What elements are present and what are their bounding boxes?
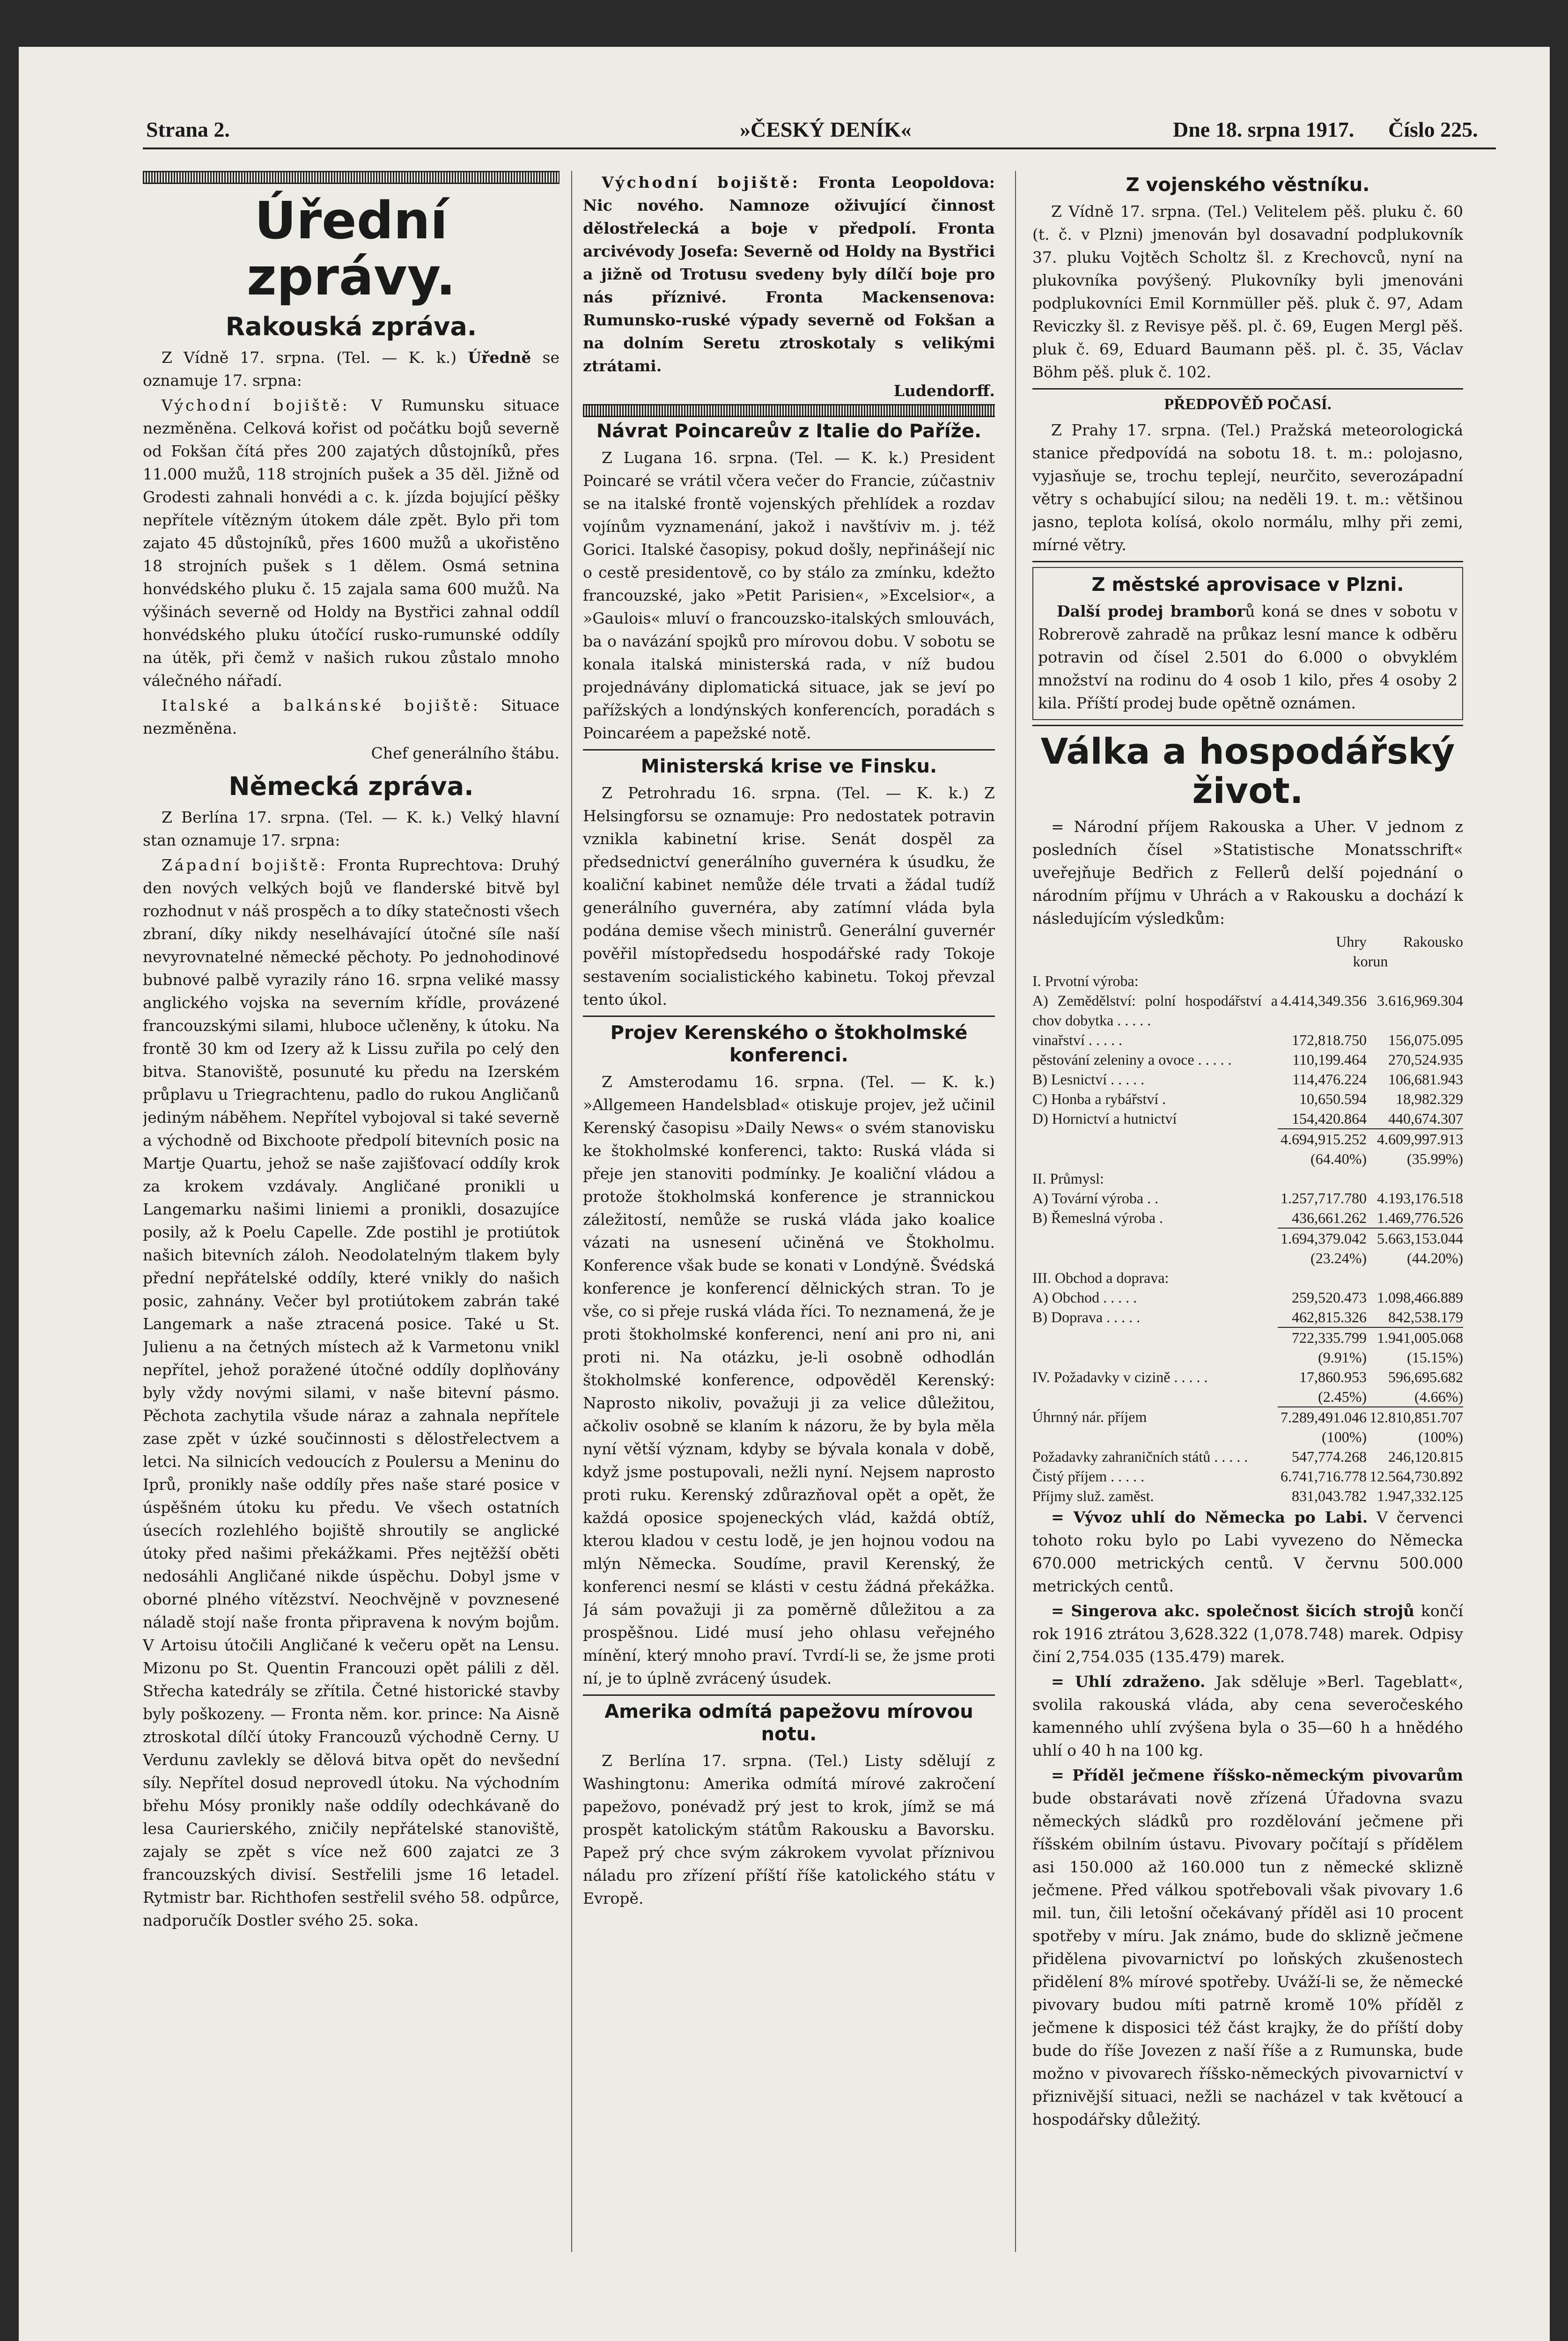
- table-label-cell: [1032, 1129, 1278, 1149]
- table-value-cell: 6.741,716.778: [1281, 1468, 1367, 1485]
- table-value-cell: [1367, 1268, 1463, 1288]
- table-value-cell: (9.91%): [1318, 1349, 1367, 1366]
- table-row: [1032, 1149, 1463, 1169]
- table-value-cell: 106,681.943: [1388, 1071, 1463, 1088]
- table-unit: korun: [1353, 953, 1388, 970]
- table-value-cell: 172,818.750: [1292, 1031, 1367, 1048]
- table-label-cell: I. Prvotní výroba:: [1032, 972, 1139, 989]
- table-label-cell: [1032, 1228, 1278, 1248]
- article-title: Projev Kerenského o štokholmské konferenci.: [610, 1022, 968, 1066]
- article-title: Z vojenského věstníku.: [1126, 174, 1370, 196]
- table-label-cell: IV. Požadavky v cizině . . . . .: [1032, 1369, 1208, 1385]
- table-header-row: [1032, 951, 1463, 971]
- table-value-cell: 1.257,717.780: [1281, 1190, 1367, 1207]
- table-value-cell: (35.99%): [1407, 1150, 1463, 1167]
- table-value-cell: 547,774.268: [1292, 1448, 1367, 1465]
- table-value-cell: 246,120.815: [1388, 1448, 1463, 1465]
- table-row: [1032, 1248, 1463, 1268]
- table-value-cell: 4.694,915.252: [1278, 1129, 1367, 1149]
- table-row: [1032, 1407, 1463, 1427]
- table-value-cell: 842,538.179: [1388, 1309, 1463, 1325]
- table-value-cell: 436,661.262: [1292, 1209, 1367, 1226]
- table-value-cell: 156,075.095: [1388, 1031, 1463, 1048]
- article-title: Německá zpráva.: [228, 772, 474, 801]
- column-middle: [583, 171, 995, 2261]
- table-label-cell: [1032, 1387, 1278, 1407]
- table-label-cell: B) Lesnictví . . . . .: [1032, 1071, 1145, 1088]
- table-value-cell: 4.193,176.518: [1377, 1190, 1463, 1207]
- table-value-cell: 10,650.594: [1299, 1090, 1367, 1107]
- table-row: [1032, 1089, 1463, 1109]
- table-row: [1032, 1208, 1463, 1228]
- table-value-cell: [1367, 1169, 1463, 1188]
- income-table: [1032, 932, 1463, 1506]
- table-label-cell: B) Řemeslná výroba .: [1032, 1209, 1163, 1226]
- table-value-cell: 4.609,997.913: [1367, 1129, 1463, 1149]
- table-header-row: [1032, 932, 1463, 951]
- table-value-cell: 154,420.864: [1292, 1110, 1367, 1127]
- article-paragraph: = Národní příjem Rakouska a Uher. V jednom z posledních čísel »Statistische Monatsschrift« uveřejňuje Bedřich z Fellerů delší pojednání o národním příjmu v Uhrách a v Rakousku a dochází k následujícím výsledkům:: [1032, 817, 1463, 928]
- table-value-cell: 831,043.782: [1292, 1487, 1367, 1504]
- table-value-cell: [1278, 1268, 1367, 1288]
- table-value-cell: (64.40%): [1310, 1150, 1367, 1167]
- divider: [1032, 388, 1463, 390]
- table-row: [1032, 1050, 1463, 1069]
- table-value-cell: 4.414,349.356: [1281, 992, 1367, 1009]
- section-ornament: [583, 404, 995, 417]
- table-row: [1032, 1307, 1463, 1327]
- table-row: [1032, 1466, 1463, 1486]
- table-value-cell: (44.20%): [1407, 1250, 1463, 1266]
- column-right: [1032, 171, 1463, 2261]
- table-value-cell: 7.289,491.046: [1278, 1407, 1367, 1427]
- article-paragraph: Z Berlína 17. srpna. (Tel. — K. k.) Velký hlavní stan oznamuje 17. srpna:: [143, 808, 559, 849]
- table-value-cell: 18,982.329: [1396, 1090, 1463, 1107]
- article-paragraph: Východní bojiště: Fronta Leopoldova: Nic nového. Namnoze oživující činnost dělostřelecká a boje v předpolí. Fronta arcivévody Josefa: Severně od Holdy na Bystřici a jižně od Trotusu svedeny byly dílčí boje pro nás příznivé. Fronta Mackensenova: Rumunsko-ruské výpady severně od Fokšan a na dolním Seretu ztroskotaly s velikými ztrátami.: [583, 173, 995, 375]
- article-paragraph: Z Vídně 17. srpna. (Tel. — K. k.) Úředně se oznamuje 17. srpna:: [143, 348, 559, 390]
- table-row: [1032, 991, 1463, 1030]
- article-paragraph: Západní bojiště: Fronta Ruprechtova: Druhý den nových velkých bojů ve flanderské bitvě byl rozhodnut v náš prospěch a to díky statečnosti všech zbraní, díky nikdy neselhávající útočné síle naší nevyrovnatelné německé pěchoty. Po jednohodinové bubnové palbě vyrazily ráno 16. srpna veliké massy anglického vojska na severním křídle, provázené francouzskými silami, hluboce učleněny, k útoku. Na frontě 30 km od Izery až k Lissu zuřila po celý den bitva. Stanoviště, posunuté ku předu na Izerském průplavu u Triegrachtenu, padlo do rukou Angličanů jediným náběhem. Nepřítel vybojoval si také severně a východně od Bixchoote předpolí bitevních posic na Martje Quartu, jehož se naše zajišťovací oddíly krok za krokem vzdávaly. Angličané pronikli u Langemarku našimi liniemi a pronikli, dosazujíce posily, až k Poelu Capelle. Zde postihl je protiútok našich bitevních záloh. Neodolatelným tlakem byly přední nepřátelské oddíly, které vnikly do našich posic, zahnány. Večer byl protiútokem zabrán také Langemark a naše ztracená posice. Také u St. Julienu a na četných místech až k Varmetonu vnikl nepřítel, jehož poražené útočné oddíly doplňovány byly vždy novými silami, v naše bitevní pásmo. Pěchota zachytila všude náraz a zahnala nepřítele zase zpět v úzké součinnosti s dělostřelectvem a letci. Na silnicích vedoucích z Poulersu a Meninu do Iprů, pronikly naše oddíly přes naše staré posice v úspěšném útoku ku předu. Ve všech ostatních úsecích rozlehlého bojiště shroutily se anglické útoky před našimi překážkami. Přes nejtěžší oběti nedosáhli Angličané nikde úspěchu. Dobyl jsme v oborné plného vítězství. Neochvějně v povznesené náladě stojí naše fronta připravena k novým bojům. V Artoisu útočili Angličané k večeru opět na Lensu. Mizonu po St. Quentin Francouzi opět pálili z děl. Střecha katedrály se zřítila. Četné historické stavby byly poškozeny. — Fronta něm. kor. prince: Na Aisně ztroskotal dílčí útoky Francouzů východně Cerny. U Verdunu zavlekly se dělová bitva opět do nevšední síly. Nepřítel dosud neprovedl útoku. Na východním břehu Mósy pronikly naše oddíly odechkávaně do lesa Caurierského, zničily nepřátelské stanoviště, zajaly se zpět s více než 600 zajatci ze 3 francouzských divisí. Sestřelili jsme 16 letadel. Rytmistr bar. Richthofen sestřelil svého 58. odpůrce, nadporučík Dostler svého 25. soka.: [143, 856, 559, 1929]
- table-value-cell: 722,335.799: [1278, 1327, 1367, 1347]
- divider: [583, 1694, 995, 1696]
- boxed-notice: [1032, 567, 1463, 720]
- table-value-cell: (15.15%): [1407, 1349, 1463, 1366]
- table-value-cell: [1278, 971, 1367, 991]
- table-row: [1032, 1129, 1463, 1149]
- article-paragraph: Další prodej bramborů koná se dnes v sobotu v Robrerově zahradě na průkaz lesní mance k odběru potravin od čísel 2.501 do 6.000 o obvyklém množství na rodinu do 4 osob 1 kilo, přes 4 osoby 2 kila. Příští prodej bude opětně oznámen.: [1038, 602, 1458, 712]
- table-row: [1032, 1427, 1463, 1447]
- table-row: [1032, 1387, 1463, 1407]
- table-value-cell: 110,199.464: [1292, 1051, 1367, 1068]
- signature: Ludendorff.: [893, 382, 995, 400]
- signature: Chef generálního štábu.: [371, 744, 559, 762]
- table-label-cell: Úhrnný nár. příjem: [1032, 1408, 1147, 1425]
- table-label-cell: Příjmy služ. zaměst.: [1032, 1487, 1154, 1504]
- issue-number: Číslo 225.: [1388, 118, 1478, 141]
- table-label-cell: A) Obchod . . . . .: [1032, 1289, 1137, 1306]
- table-row: [1032, 1069, 1463, 1089]
- page-number: Strana 2.: [146, 118, 230, 141]
- news-item: = Vývoz uhlí do Německa po Labi. V červenci tohoto roku bylo po Labi vyvezeno do Německa 670.000 metrických centů. V červnu 500.000 metrických centů.: [1032, 1508, 1463, 1595]
- article-title: Rakouská zpráva.: [225, 312, 477, 341]
- table-label-cell: [1032, 1347, 1278, 1367]
- table-label-cell: Čistý příjem . . . . .: [1032, 1468, 1145, 1485]
- table-value-cell: 1.947,332.125: [1377, 1487, 1463, 1504]
- article-title: PŘEDPOVĚĎ POČASÍ.: [1164, 396, 1332, 413]
- table-value-cell: 1.469,776.526: [1377, 1209, 1463, 1226]
- table-row: [1032, 1447, 1463, 1466]
- table-label-cell: vinařství . . . . .: [1032, 1031, 1122, 1048]
- article-paragraph: Z Petrohradu 16. srpna. (Tel. — K. k.) Z Helsingforsu se oznamuje: Pro nedostatek potravin vznikla kabinetní krise. Senát dospěl za předsednictví generálního guvernéra k úsudku, že koaliční kabinet nemůže déle trvati a žádal tudíž generálního guvernéra, aby zatímní vláda byla podána demise všech ministrů. Generální guvernér pověřil místopředsedu hospodářské rady Tokoje sestavením socialistického kabinetu. Tokoj převzal tento úkol.: [583, 784, 995, 1009]
- table-row: [1032, 1486, 1463, 1506]
- table-value-cell: 12.564,730.892: [1369, 1468, 1463, 1485]
- article-paragraph: Z Lugana 16. srpna. (Tel. — K. k.) President Poincaré se vrátil včera večer do Francie, zúčastniv se na italské frontě vojenských přehlídek a rozdav vojínům vyznamenání, jakož i navštíviv m. j. též Gorici. Italské časopisy, pokud došly, nepřinášejí nic o cestě presidentově, co by stálo za zmínku, kdežto francouzské, jako »Petit Parisien«, »Excelsior«, a »Gaulois« mluví o francouzsko-italských smlouvách, ba o navázání spojků pro mírovou dobu. V sobotu se konala italská ministerská rada, v níž budou projednávány diplomatická situace, jak se jeví po pařížských a londýnských konferencích, poradách s Poincaréem a papežské notě.: [583, 449, 995, 742]
- table-row: [1032, 1169, 1463, 1188]
- issue-date: Dne 18. srpna 1917.: [1173, 118, 1355, 141]
- table-value-cell: (23.24%): [1310, 1250, 1367, 1266]
- table-value-cell: 462,815.326: [1292, 1309, 1367, 1325]
- table-label-cell: [1032, 1149, 1278, 1169]
- table-label-cell: C) Honba a rybářství .: [1032, 1090, 1166, 1107]
- article-paragraph: Italské a balkánské bojiště: Situace nezměněna.: [143, 696, 559, 737]
- table-label-cell: A) Tovární výroba . .: [1032, 1190, 1159, 1207]
- table-label-cell: B) Doprava . . . . .: [1032, 1309, 1141, 1325]
- table-value-cell: 440,674.307: [1388, 1110, 1463, 1127]
- table-value-cell: 114,476.224: [1292, 1071, 1367, 1088]
- table-value-cell: (100%): [1322, 1428, 1367, 1445]
- divider: [583, 1016, 995, 1017]
- table-label-cell: pěstování zeleniny a ovoce . . . . .: [1032, 1051, 1232, 1068]
- table-value-cell: (100%): [1418, 1428, 1463, 1445]
- column-left: [143, 171, 559, 2261]
- table-value-cell: 5.663,153.044: [1367, 1228, 1463, 1248]
- article-paragraph: Z Prahy 17. srpna. (Tel.) Pražská meteorologická stanice předpovídá na sobotu 18. t. m.: polojasno, vyjasňuje se, trochu teplejí, neurčito, severozápadní větry s ochabující silou; na neděli 19. t. m.: většinou jasno, teplota kolísá, okolo normálu, mlhy při zemi, mírné větry.: [1032, 421, 1463, 554]
- divider: [1032, 725, 1463, 726]
- table-header: Uhry: [1336, 933, 1367, 950]
- article-paragraph: Z Vídně 17. srpna. (Tel.) Velitelem pěš. pluku č. 60 (t. č. v Plzni) jmenován byl dosavadní podplukovník 37. pluku Vojtěch Scholtz šl. z Krechovců, nyní na plukovníka povýšený. Plukovníky byli jmenováni podplukovníci Emil Kornmüller pěš. pluk č. 97, Adam Reviczky šl. z Revisye pěš. pl. č. 69, Eugen Mergl pěš. pluk č. 69, Eduard Baumann pěš. pl. č. 35, Václav Böhm pěš. pluk č. 102.: [1032, 202, 1463, 381]
- table-value-cell: [1278, 1169, 1367, 1188]
- article-title: Ministerská krise ve Finsku.: [640, 756, 937, 777]
- table-row: [1032, 1327, 1463, 1347]
- table-label-cell: [1032, 1427, 1278, 1447]
- table-row: [1032, 971, 1463, 991]
- newspaper-name: »ČESKÝ DENÍK«: [740, 118, 912, 141]
- table-value-cell: 259,520.473: [1292, 1289, 1367, 1306]
- article-title: Z městské aprovisace v Plzni.: [1091, 574, 1404, 596]
- table-row: [1032, 1347, 1463, 1367]
- section-title: Válka a hospodářský život.: [1040, 730, 1455, 811]
- column-divider: [1015, 171, 1016, 2252]
- table-value-cell: 1.098,466.889: [1377, 1289, 1463, 1306]
- table-value-cell: (2.45%): [1318, 1388, 1367, 1405]
- newspaper-page: [19, 47, 1550, 2341]
- table-value-cell: 3.616,969.304: [1377, 992, 1463, 1009]
- table-row: [1032, 1268, 1463, 1288]
- news-item: = Singerova akc. společnost šicích strojů končí rok 1916 ztrátou 3,628.322 (1,078.748) marek. Odpisy činí 2,754.035 (135.479) marek.: [1032, 1602, 1463, 1666]
- table-row: [1032, 1288, 1463, 1307]
- article-paragraph: Z Amsterodamu 16. srpna. (Tel. — K. k.) »Allgemeen Handelsblad« otiskuje projev, jež učinil Kerenský časopisu »Daily News« o svém stanovisku ke štokholmské konferenci, takto: Ruská vláda si přeje jen stanoviti podmínky. Je koaliční vládou a protože štokholmská konference je strannickou záležitostí, nemůže se ruská vláda jako koalice vázati na usnesení učiněná ve Štokholmu. Konference však bude se konati v Londýně. Švédská konference je konferencí dělnických stran. To je vše, co si přeje ruská vláda říci. To neznamená, že je proti štokholmské konferenci, není ani pro ni, ani proti ni. Na otázku, je-li osobně odhodlán štokholmské konference, odpověděl Kerenský: Naprosto nikoliv, považuji ji za velice důležitou, ačkoliv osobně se klaním k názoru, že by byla měla nyní větší význam, kdyby se bývala konala v době, když jsme postupovali, nežli nyní. Nejsem naprosto proti ruku. Kerenský zdůrazňoval opět a opět, že každá oposice spojeneckých vlád, každá obtíž, kterou kladou v cestu lodě, je jen hojnou vodou na mlýn Německa. Soudíme, pravil Kerenský, že konferenci nesmí se klásti v cestu žádná překážka. Já sám považuji ji za poměrně důležitou a za prospěšnou. Lidé musí jeho ohlasu veřejného mínění, který mnoho praví. Tvrdí-li se, že jsme proti ní, je to úplně zvrácený úsudek.: [583, 1073, 995, 1687]
- divider: [1032, 561, 1463, 562]
- table-value-cell: [1367, 971, 1463, 991]
- table-value-cell: 12.810,851.707: [1367, 1407, 1463, 1427]
- header-rule: [143, 147, 1496, 149]
- article-paragraph: Z Berlína 17. srpna. (Tel.) Listy sdělují z Washingtonu: Amerika odmítá mírové zakročení papežovo, ponévadž prý jest to krok, jímž se má prospět katolickým státům Rakousku a Bavorsku. Papež prý chce svým zákrokem vyvolat příznivou náladu pro zřízení příští říše katolického státu v Evropě.: [583, 1752, 995, 1907]
- table-row: [1032, 1109, 1463, 1129]
- table-value-cell: 17,860.953: [1299, 1369, 1367, 1385]
- table-value-cell: 1.941,005.068: [1367, 1327, 1463, 1347]
- table-label-cell: II. Průmysl:: [1032, 1170, 1104, 1187]
- table-value-cell: (4.66%): [1414, 1388, 1463, 1405]
- table-body: [1032, 971, 1463, 1506]
- table-label-cell: D) Hornictví a hutnictví: [1032, 1110, 1177, 1127]
- table-value-cell: 270,524.935: [1388, 1051, 1463, 1068]
- table-row: [1032, 1367, 1463, 1387]
- table-row: [1032, 1030, 1463, 1050]
- table-value-cell: 596,695.682: [1388, 1369, 1463, 1385]
- table-label-cell: [1032, 1327, 1278, 1347]
- news-item: = Příděl ječmene říšsko-německým pivovarům bude obstarávati nově zřízená Úřadovna svazu německých sládků pro rozdělování ječmene při říšském obilním ústavu. Pivovary počítají s přídělem asi 150.000 až 160.000 tun z německé sklizně ječmene. Před válkou spotřebovali však pivovary 1.6 mil. tun, čili letošní očekávaný příděl asi 10 procent spotřeby v míru. Jak známo, bude do sklizně ječmene přidělena pivovarnictví po loňských zkušenostech přidělení 8% mírové spotřeby. Uváží-li se, že německé pivovary budou míti patrně kromě 10% příděl z ječmene k disposici též část krajky, že do příští doby bude do říše Jovezen z naší říše a z Rumunska, bude možno v pivovarech říšsko-německých pivovarnictví v přiznivější situaci, nežli se nacházel v tak květoucí a hospodářsky důležitý.: [1032, 1766, 1463, 2128]
- column-divider: [571, 171, 572, 2252]
- table-row: [1032, 1228, 1463, 1248]
- table-label-cell: A) Zemědělství: polní hospodářství a chov dobytka . . . . .: [1032, 992, 1278, 1029]
- table-row: [1032, 1188, 1463, 1208]
- table-label-cell: III. Obchod a doprava:: [1032, 1269, 1169, 1286]
- table-label-cell: Požadavky zahraničních států . . . . .: [1032, 1448, 1248, 1465]
- table-label-cell: [1032, 1248, 1278, 1268]
- section-ornament: [143, 171, 559, 184]
- table-header: Rakousko: [1403, 933, 1463, 950]
- article-paragraph: Východní bojiště: V Rumunsku situace nezměněna. Celková kořist od počátku bojů severně od Fokšan čítá přes 200 zajatých důstojníků, přes 11.000 mužů, 118 strojních pušek a 35 děl. Jižně od Grodesti zahnali honvédi a c. k. jízda bojující pěšky nepřítele vítězným útokem dále zpět. Bylo při tom zajato 45 důstojníků, přes 1600 mužů a ukořistěno 18 strojních pušek s 1 dělem. Osmá setnina honvédského pluku č. 15 zajala sama 600 mužů. Na výšinách severně od Holdy na Bystřici zahnal oddíl honvédského pluku útočící rusko-rumunské oddíly na útěk, při čemž v našich rukou zůstalo mnoho válečného nářadí.: [143, 396, 559, 690]
- news-item: = Uhlí zdraženo. Jak sděluje »Berl. Tageblatt«, svolila rakouská vláda, aby cena severočeského kamenného uhlí zvýšena byla o 35—60 h a hnědého uhlí o 40 h na 100 kg.: [1032, 1672, 1463, 1759]
- article-title: Amerika odmítá papežovu mírovou notu.: [604, 1701, 973, 1745]
- section-title: Úřední zprávy.: [246, 191, 456, 307]
- article-title: Návrat Poincareův z Italie do Paříže.: [596, 420, 982, 442]
- divider: [583, 749, 995, 751]
- table-value-cell: 1.694,379.042: [1278, 1228, 1367, 1248]
